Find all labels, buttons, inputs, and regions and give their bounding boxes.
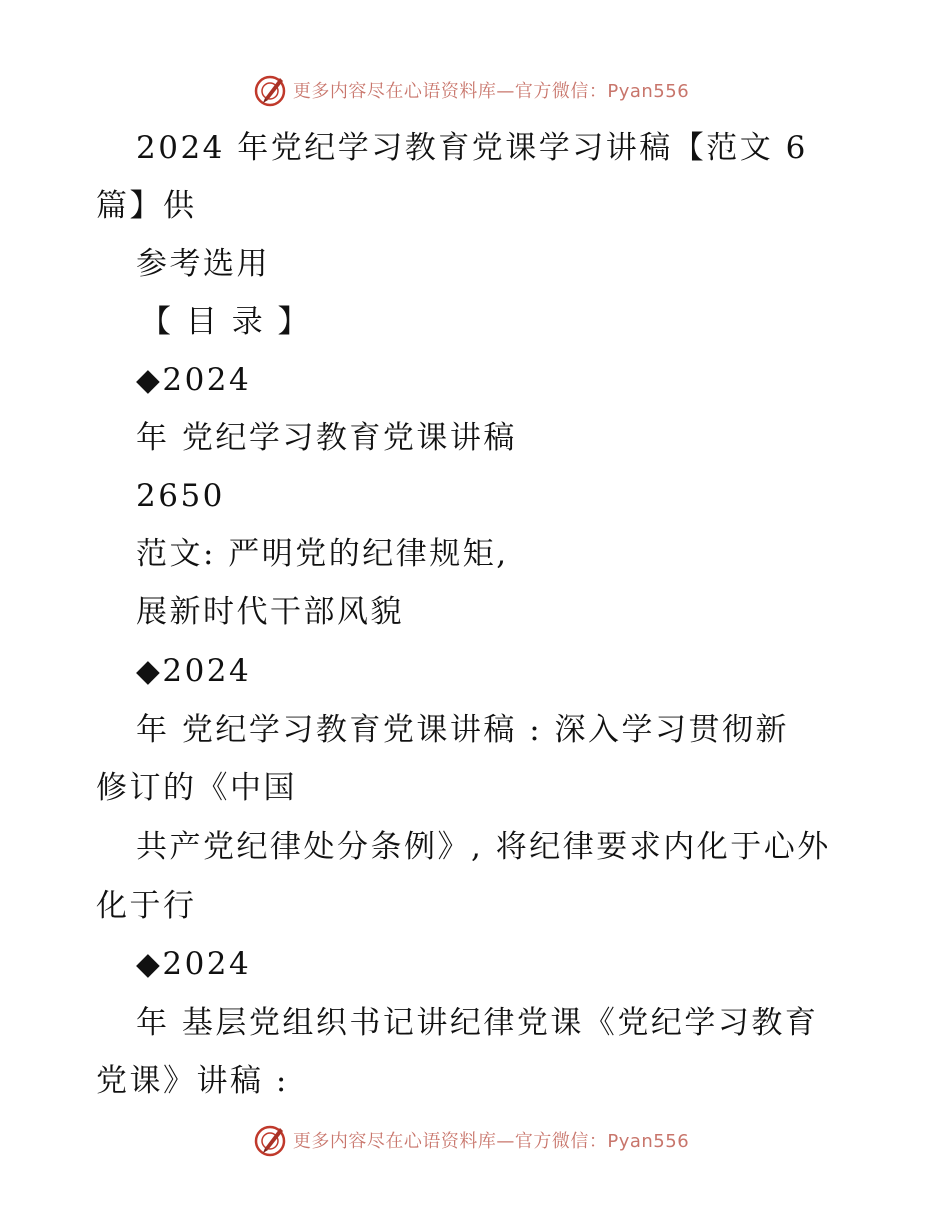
footer-banner-text: 更多内容尽在心语资料库—官方微信：Pyan556	[292, 1131, 690, 1152]
doc-line: 年 党纪学习教育党课讲稿 : 深入学习贯彻新	[136, 712, 790, 748]
header-banner	[0, 70, 950, 110]
doc-line: 展新时代干部风貌	[136, 594, 404, 630]
doc-line: 篇】供	[96, 188, 197, 224]
doc-line: ◆2024	[136, 946, 252, 982]
header-banner-text: 更多内容尽在心语资料库—官方微信：Pyan556	[292, 81, 690, 102]
footer-banner	[0, 1120, 950, 1160]
doc-line: 共产党纪律处分条例》, 将纪律要求内化于心外	[136, 829, 831, 865]
doc-line: 2024 年党纪学习教育党课学习讲稿【范文 6	[136, 130, 808, 166]
doc-line: 年 党纪学习教育党课讲稿	[136, 420, 517, 456]
doc-line: 2650	[136, 478, 225, 514]
brand-logo-icon	[253, 1122, 289, 1158]
doc-line: 范文: 严明党的纪律规矩,	[136, 536, 509, 572]
brand-logo-icon	[253, 72, 289, 108]
doc-line: 党课》讲稿 :	[96, 1063, 289, 1099]
toc-heading: 【 目 录 】	[140, 304, 312, 340]
doc-line: 化于行	[96, 888, 197, 924]
doc-line: 参考选用	[136, 246, 270, 282]
doc-line: ◆2024	[136, 362, 252, 398]
doc-line: ◆2024	[136, 653, 252, 689]
doc-line: 修订的《中国	[96, 770, 297, 806]
doc-line: 年 基层党组织书记讲纪律党课《党纪学习教育	[136, 1005, 819, 1041]
